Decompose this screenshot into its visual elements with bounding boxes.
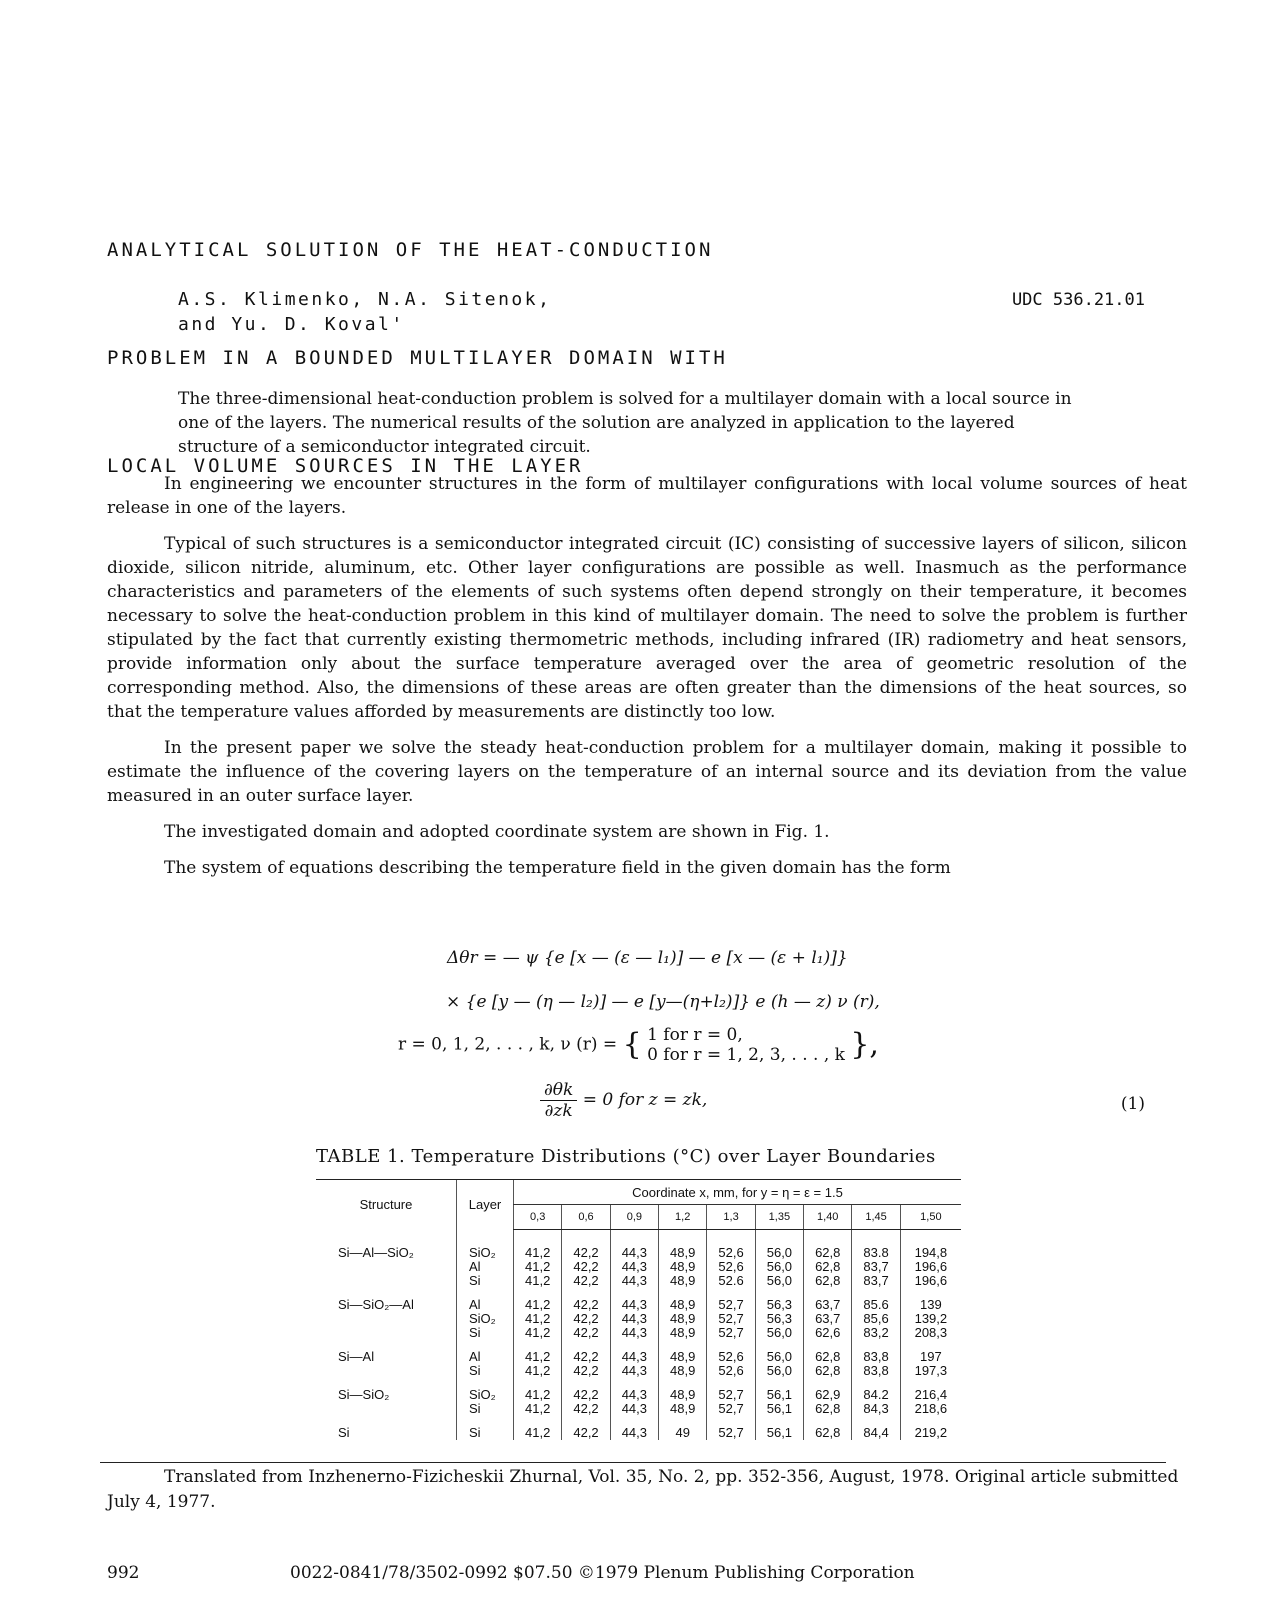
value-cell: 56,0 (755, 1326, 803, 1340)
value-cell: 44,3 (610, 1326, 658, 1340)
value-cell: 196,6 (900, 1260, 961, 1274)
coord-header-cell: 0,6 (562, 1205, 610, 1230)
table-row (316, 1364, 961, 1378)
equation-condition: r = 0, 1, 2, . . . , k, ν (r) = (398, 1034, 618, 1055)
table-row (316, 1378, 961, 1402)
value-cell: 52,7 (707, 1288, 755, 1312)
value-cell: 42,2 (562, 1326, 610, 1340)
value-cell: 42,2 (562, 1230, 610, 1261)
table-row (316, 1340, 961, 1364)
coord-header: Coordinate x, mm, for y = η = ε = 1.5 (514, 1180, 962, 1205)
case-2: 0 for r = 1, 2, 3, . . . , k (647, 1045, 845, 1065)
value-cell: 83,2 (852, 1326, 900, 1340)
layer-cell: Si (457, 1364, 514, 1378)
value-cell: 48,9 (659, 1312, 707, 1326)
value-cell: 139,2 (900, 1312, 961, 1326)
layer-cell: Al (457, 1340, 514, 1364)
authors-line: and Yu. D. Koval' (178, 314, 405, 335)
value-cell: 85.6 (852, 1288, 900, 1312)
value-cell: 41,2 (514, 1260, 562, 1274)
value-cell: 139 (900, 1288, 961, 1312)
value-cell: 56,0 (755, 1230, 803, 1261)
structure-cell: Si—Al (338, 1349, 375, 1364)
value-cell: 56,1 (755, 1416, 803, 1440)
value-cell: 42,2 (562, 1260, 610, 1274)
value-cell: 85,6 (852, 1312, 900, 1326)
equation-line-4 (540, 1080, 707, 1121)
value-cell: 41,2 (514, 1416, 562, 1440)
col-header-layer: Layer (457, 1180, 514, 1230)
value-cell: 83,7 (852, 1274, 900, 1288)
value-cell: 44,3 (610, 1260, 658, 1274)
value-cell: 48,9 (659, 1260, 707, 1274)
value-cell: 42,2 (562, 1416, 610, 1440)
value-cell: 41,2 (514, 1378, 562, 1402)
value-cell: 41,2 (514, 1230, 562, 1261)
value-cell: 42,2 (562, 1364, 610, 1378)
coord-header-cell: 1,50 (900, 1205, 961, 1230)
table-row (316, 1312, 961, 1326)
paragraph: The system of equations describing the temperature field in the given domain has the form (164, 858, 951, 878)
value-cell: 44,3 (610, 1402, 658, 1416)
value-cell: 56,0 (755, 1340, 803, 1364)
value-cell: 62,8 (804, 1274, 852, 1288)
value-cell: 42,2 (562, 1288, 610, 1312)
structure-cell (316, 1260, 457, 1274)
value-cell: 52,7 (707, 1416, 755, 1440)
value-cell: 197,3 (900, 1364, 961, 1378)
value-cell: 83,7 (852, 1260, 900, 1274)
title-line: ANALYTICAL SOLUTION OF THE HEAT-CONDUCTION (107, 239, 714, 261)
value-cell: 44,3 (610, 1274, 658, 1288)
value-cell: 56,1 (755, 1378, 803, 1402)
table-row (316, 1260, 961, 1274)
value-cell: 62,9 (804, 1378, 852, 1402)
coord-header-cell: 0,9 (610, 1205, 658, 1230)
table-row (316, 1288, 961, 1312)
value-cell: 44,3 (610, 1340, 658, 1364)
value-cell: 52,6 (707, 1364, 755, 1378)
layer-cell: Al (457, 1288, 514, 1312)
value-cell: 48,9 (659, 1326, 707, 1340)
value-cell: 216,4 (900, 1378, 961, 1402)
value-cell: 48,9 (659, 1274, 707, 1288)
equation-line-3 (398, 1025, 879, 1065)
paragraph: In engineering we encounter structures in the form of multilayer configurations with local volume sources of heat release in one of the layers. (107, 474, 1187, 518)
abstract: The three-dimensional heat-conduction problem is solved for a multilayer domain with a local source in one of the layers. The numerical results of the solution are analyzed in application to the layered structure of a semiconductor integrated circuit. (178, 389, 1072, 457)
copyright: 0022-0841/78/3502-0992 $07.50 ©1979 Plenum Publishing Corporation (290, 1563, 915, 1583)
value-cell: 48,9 (659, 1378, 707, 1402)
value-cell: 62,8 (804, 1402, 852, 1416)
layer-cell: SiO₂ (457, 1230, 514, 1261)
value-cell: 83.8 (852, 1230, 900, 1261)
structure-cell: Si—SiO₂—Al (338, 1297, 414, 1312)
value-cell: 48,9 (659, 1230, 707, 1261)
authors-line: A.S. Klimenko, N.A. Sitenok, (178, 289, 552, 310)
equation-line-1: Δθr = — ψ {e [x — (ε — l₁)] — e [x — (ε + l₁)]} (447, 948, 848, 968)
footnote: Translated from Inzhenerno-Fizicheskii Zhurnal, Vol. 35, No. 2, pp. 352-356, August, 1978. Original article submitted July 4, 1977. (107, 1467, 1179, 1512)
value-cell: 42,2 (562, 1274, 610, 1288)
value-cell: 42,2 (562, 1378, 610, 1402)
value-cell: 194,8 (900, 1230, 961, 1261)
udc-code: UDC 536.21.01 (1011, 290, 1145, 310)
layer-cell: Si (457, 1402, 514, 1416)
value-cell: 56,0 (755, 1364, 803, 1378)
value-cell: 56,0 (755, 1260, 803, 1274)
equation-boundary: = 0 for z = zk, (582, 1090, 708, 1110)
value-cell: 41,2 (514, 1288, 562, 1312)
equation-line-2: × {e [y — (η — l₂)] — e [y—(η+l₂)]} e (h — z) ν (r), (446, 992, 880, 1012)
layer-cell: Al (457, 1260, 514, 1274)
value-cell: 52,6 (707, 1260, 755, 1274)
value-cell: 49 (659, 1416, 707, 1440)
structure-cell: Si—Al—SiO₂ (338, 1244, 414, 1260)
coord-header-cell: 0,3 (514, 1205, 562, 1230)
authors (178, 287, 551, 337)
structure-cell (316, 1402, 457, 1416)
value-cell: 44,3 (610, 1364, 658, 1378)
table-row (316, 1416, 961, 1440)
value-cell: 219,2 (900, 1416, 961, 1440)
paragraph: The investigated domain and adopted coordinate system are shown in Fig. 1. (164, 822, 830, 842)
value-cell: 48,9 (659, 1364, 707, 1378)
value-cell: 83,8 (852, 1340, 900, 1364)
page-number: 992 (107, 1563, 140, 1583)
value-cell: 218,6 (900, 1402, 961, 1416)
structure-cell (316, 1312, 457, 1326)
value-cell: 196,6 (900, 1274, 961, 1288)
value-cell: 62,6 (804, 1326, 852, 1340)
coord-header-cell: 1,40 (804, 1205, 852, 1230)
value-cell: 52.6 (707, 1274, 755, 1288)
value-cell: 42,2 (562, 1312, 610, 1326)
value-cell: 56,0 (755, 1274, 803, 1288)
value-cell: 84,3 (852, 1402, 900, 1416)
value-cell: 48,9 (659, 1288, 707, 1312)
structure-cell (316, 1364, 457, 1378)
value-cell: 52,7 (707, 1312, 755, 1326)
value-cell: 48,9 (659, 1402, 707, 1416)
value-cell: 41,2 (514, 1326, 562, 1340)
value-cell: 208,3 (900, 1326, 961, 1340)
table-row (316, 1274, 961, 1288)
temperature-table (316, 1179, 961, 1440)
value-cell: 63,7 (804, 1288, 852, 1312)
structure-cell (316, 1274, 457, 1288)
layer-cell: SiO₂ (457, 1312, 514, 1326)
value-cell: 41,2 (514, 1274, 562, 1288)
fraction-numerator: ∂θk (540, 1080, 577, 1101)
structure-cell: Si—SiO₂ (338, 1387, 390, 1402)
layer-cell: Si (457, 1416, 514, 1440)
coord-header-cell: 1,2 (659, 1205, 707, 1230)
value-cell: 41,2 (514, 1312, 562, 1326)
table-row (316, 1326, 961, 1340)
value-cell: 52,7 (707, 1326, 755, 1340)
left-brace: { (622, 1027, 642, 1062)
body-text (107, 472, 1187, 892)
structure-cell (316, 1326, 457, 1340)
value-cell: 44,3 (610, 1378, 658, 1402)
title-line: PROBLEM IN A BOUNDED MULTILAYER DOMAIN WITH (107, 347, 728, 369)
value-cell: 84,4 (852, 1416, 900, 1440)
value-cell: 197 (900, 1340, 961, 1364)
value-cell: 62,8 (804, 1364, 852, 1378)
fraction-denominator: ∂zk (544, 1101, 573, 1121)
col-header-structure: Structure (316, 1180, 457, 1230)
value-cell: 62,8 (804, 1416, 852, 1440)
layer-cell: Si (457, 1274, 514, 1288)
value-cell: 52,6 (707, 1230, 755, 1261)
value-cell: 63,7 (804, 1312, 852, 1326)
fraction (540, 1080, 577, 1121)
value-cell: 44,3 (610, 1312, 658, 1326)
coord-header-cell: 1,45 (852, 1205, 900, 1230)
paragraph: In the present paper we solve the steady heat-conduction problem for a multilayer domain, making it possible to estimate the influence of the covering layers on the temperature of an internal source and its deviation from the value measured in an outer surface layer. (107, 738, 1187, 806)
structure-cell: Si (338, 1425, 350, 1440)
layer-cell: Si (457, 1326, 514, 1340)
title-line: LOCAL VOLUME SOURCES IN THE LAYER (107, 455, 584, 477)
value-cell: 48,9 (659, 1340, 707, 1364)
value-cell: 44,3 (610, 1416, 658, 1440)
value-cell: 44,3 (610, 1288, 658, 1312)
footnote-rule (100, 1462, 1166, 1463)
value-cell: 52,7 (707, 1402, 755, 1416)
value-cell: 52,6 (707, 1340, 755, 1364)
paper-title (107, 160, 728, 520)
value-cell: 62,8 (804, 1260, 852, 1274)
value-cell: 41,2 (514, 1402, 562, 1416)
coord-header-cell: 1,3 (707, 1205, 755, 1230)
coord-header-cell: 1,35 (755, 1205, 803, 1230)
table-row (316, 1230, 961, 1261)
value-cell: 52,7 (707, 1378, 755, 1402)
paragraph: Typical of such structures is a semiconductor integrated circuit (IC) consisting of successive layers of silicon, silicon dioxide, silicon nitride, aluminum, etc. Other layer configurations are possible as well. Inasmuch as the performance characteristics and parameters of the elements of such systems often depend strongly on their temperature, it becomes necessary to solve the heat-conduction problem in this kind of multilayer domain. The need to solve the problem is further stipulated by the fact that currently existing thermometric methods, including infrared (IR) radiometry and heat sensors, provide information only about the surface temperature averaged over the area of geometric resolution of the corresponding method. Also, the dimensions of these areas are often greater than the dimensions of the heat sources, so that the temperature values afforded by measurements are distinctly too low. (107, 534, 1187, 722)
equation-cases (647, 1025, 845, 1065)
value-cell: 44,3 (610, 1230, 658, 1261)
value-cell: 56,3 (755, 1288, 803, 1312)
table-body (316, 1230, 961, 1441)
value-cell: 56,3 (755, 1312, 803, 1326)
value-cell: 56,1 (755, 1402, 803, 1416)
layer-cell: SiO₂ (457, 1378, 514, 1402)
value-cell: 42,2 (562, 1402, 610, 1416)
value-cell: 62,8 (804, 1340, 852, 1364)
value-cell: 83,8 (852, 1364, 900, 1378)
table-caption: TABLE 1. Temperature Distributions (°C) over Layer Boundaries (316, 1146, 936, 1167)
value-cell: 42,2 (562, 1340, 610, 1364)
right-brace: }, (850, 1027, 879, 1062)
equation-number: (1) (1120, 1094, 1145, 1114)
value-cell: 41,2 (514, 1340, 562, 1364)
case-1: 1 for r = 0, (647, 1025, 743, 1045)
table-row (316, 1402, 961, 1416)
value-cell: 62,8 (804, 1230, 852, 1261)
value-cell: 41,2 (514, 1364, 562, 1378)
value-cell: 84.2 (852, 1378, 900, 1402)
